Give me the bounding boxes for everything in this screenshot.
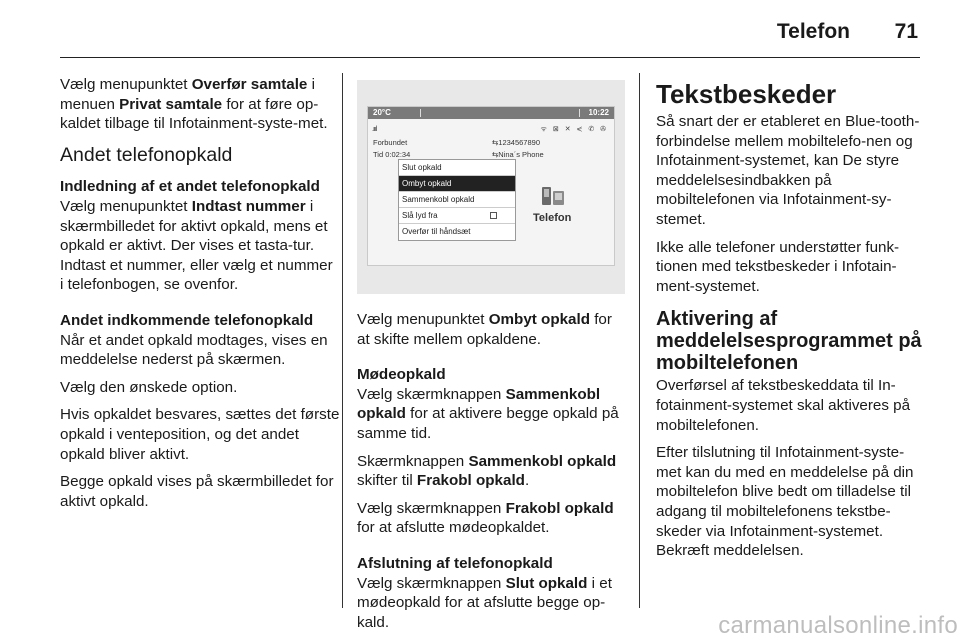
menu-term: Privat samtale: [119, 95, 223, 113]
clock-readout: 10:22: [588, 108, 609, 117]
caller-contact: ⇆Nina´s Phone: [492, 150, 544, 159]
text: Vælg skærmknappen: [357, 499, 506, 517]
menu-item-transfer[interactable]: Overfør til håndsæt: [402, 227, 471, 236]
paragraph: [60, 311, 340, 370]
section-heading: Andet telefonopkald: [60, 143, 233, 166]
text: for at afslutte mødeopkaldet.: [357, 519, 550, 537]
phone-app-label: Telefon: [533, 212, 572, 224]
subheading: Mødeopkald: [357, 366, 446, 384]
text: i skærmbilledet for aktivt opkald, mens et opkald er aktivt. Der vises et tasta-tur. Indtast et nummer, eller vælg et nummer i telefonbogen, se ovenfor.: [60, 197, 333, 294]
menu-term: Ombyt opkald: [488, 311, 590, 328]
paragraph: Ikke alle telefoner understøtter funk-tionen med tekstbeskeder i Infotain-ment-systemet.: [656, 238, 900, 295]
signal-icon: .ıııl: [372, 126, 377, 133]
menu-term: Slut opkald: [505, 574, 588, 592]
text: i et mødeopkald for at afslutte begge op-kald.: [357, 574, 612, 631]
text: Skærmknappen: [357, 452, 469, 470]
subsection-title: Aktivering af meddelelsesprogrammet på mobiltelefonen: [656, 308, 922, 375]
menu-item-end-call[interactable]: Slut opkald: [399, 160, 515, 176]
paragraph: [357, 365, 627, 443]
subheading: Indledning af et andet telefonopkald: [60, 178, 320, 196]
device-screen: [367, 106, 615, 266]
caller-number: ⇆1234567890: [492, 138, 540, 147]
temperature-readout: 20°C: [373, 108, 391, 117]
paragraph: [357, 452, 627, 491]
menu-term: Sammenkobl opkald: [357, 385, 601, 423]
paragraph: Overførsel af tekstbeskeddata til In-fotainment-systemet skal aktiveres på mobiltelefonen.: [656, 377, 911, 434]
menu-item-label: Slå lyd fra: [402, 211, 438, 220]
paragraph: [60, 177, 340, 295]
text: Vælg menupunktet: [60, 76, 192, 93]
menu-term: Overfør samtale: [191, 76, 308, 93]
watermark: carmanualsonline.info: [718, 612, 958, 639]
paragraph: [60, 75, 340, 134]
call-options-menu: [398, 159, 516, 241]
menu-term: Sammenkobl opkald: [468, 452, 617, 470]
phone-app-icon: [540, 183, 566, 209]
paragraph: Efter tilslutning til Infotainment-syste-met kan du med en meddelelse på din mobiltelefon blive bedt om tilladelse til adgang til mobiltelefonens tekstbe-skeder via Infotainment-systemet. Bekræft meddelelsen.: [656, 444, 914, 560]
screen-top-bar: [368, 107, 614, 119]
text: Når et andet opkald modtages, vises en meddelelse nederst på skærmen.: [60, 331, 328, 369]
status-bar: [368, 119, 614, 133]
menu-term: Frakobl opkald: [416, 472, 525, 490]
menu-item-swap-call[interactable]: Ombyt opkald: [399, 176, 515, 192]
column-left: [60, 75, 340, 519]
text: Vælg menupunktet: [357, 311, 489, 328]
page-title: Telefon: [776, 20, 850, 43]
text: i menuen: [60, 76, 315, 113]
status-icons: ᯤ ⊠ ✕ ⋞ ✆ ✇: [540, 126, 608, 133]
column-middle: [357, 80, 627, 640]
page-number: 71: [894, 20, 918, 43]
section-title: Tekstbeskeder: [656, 79, 837, 109]
column-divider: [639, 73, 640, 608]
page-header: [60, 18, 920, 58]
paragraph: [357, 499, 627, 538]
divider: [420, 109, 421, 117]
column-right: [656, 80, 924, 569]
text: for at skifte mellem opkaldene.: [357, 311, 612, 348]
paragraph: Så snart der er etableret en Blue-tooth-forbindelse mellem mobiltelefo-nen og Infotainment-systemet, kan De styre meddelelsesindbakken på mobiltelefonen via Infotainment-sy-stemet.: [656, 113, 920, 228]
text: Vælg skærmknappen: [357, 385, 506, 403]
column-divider: [342, 73, 343, 608]
menu-item-conference[interactable]: Sammenkobl opkald: [399, 192, 515, 208]
infotainment-screen-figure: [357, 80, 625, 294]
call-status: Forbundet: [373, 138, 408, 147]
checkbox-icon: [490, 212, 497, 219]
divider: [579, 109, 580, 117]
text: skifter til: [357, 472, 417, 490]
menu-item-mute[interactable]: [399, 208, 515, 224]
text: .: [524, 472, 530, 490]
text: Vælg menupunktet: [60, 197, 192, 215]
text: for at føre op-kaldet tilbage til Infotainment-syste-met.: [60, 95, 328, 133]
text: Vælg skærmknappen: [357, 574, 506, 592]
text: for at aktivere begge opkald på samme tid.: [357, 405, 619, 442]
menu-term: Indtast nummer: [191, 197, 306, 215]
subheading: Andet indkommende telefonopkald: [60, 311, 314, 329]
menu-term: Frakobl opkald: [505, 499, 614, 517]
paragraph: Vælg den ønskede option.: [60, 378, 238, 396]
subheading: Afslutning af telefonopkald: [357, 554, 553, 572]
paragraph: Begge opkald vises på skærmbilledet for aktivt opkald.: [60, 473, 334, 510]
paragraph: [357, 554, 627, 632]
paragraph: Hvis opkaldet besvares, sættes det første opkald i venteposition, og det andet opkald bliver aktivt.: [60, 406, 340, 463]
call-timer: Tid 0:02:34: [373, 150, 411, 159]
paragraph: [357, 310, 627, 349]
